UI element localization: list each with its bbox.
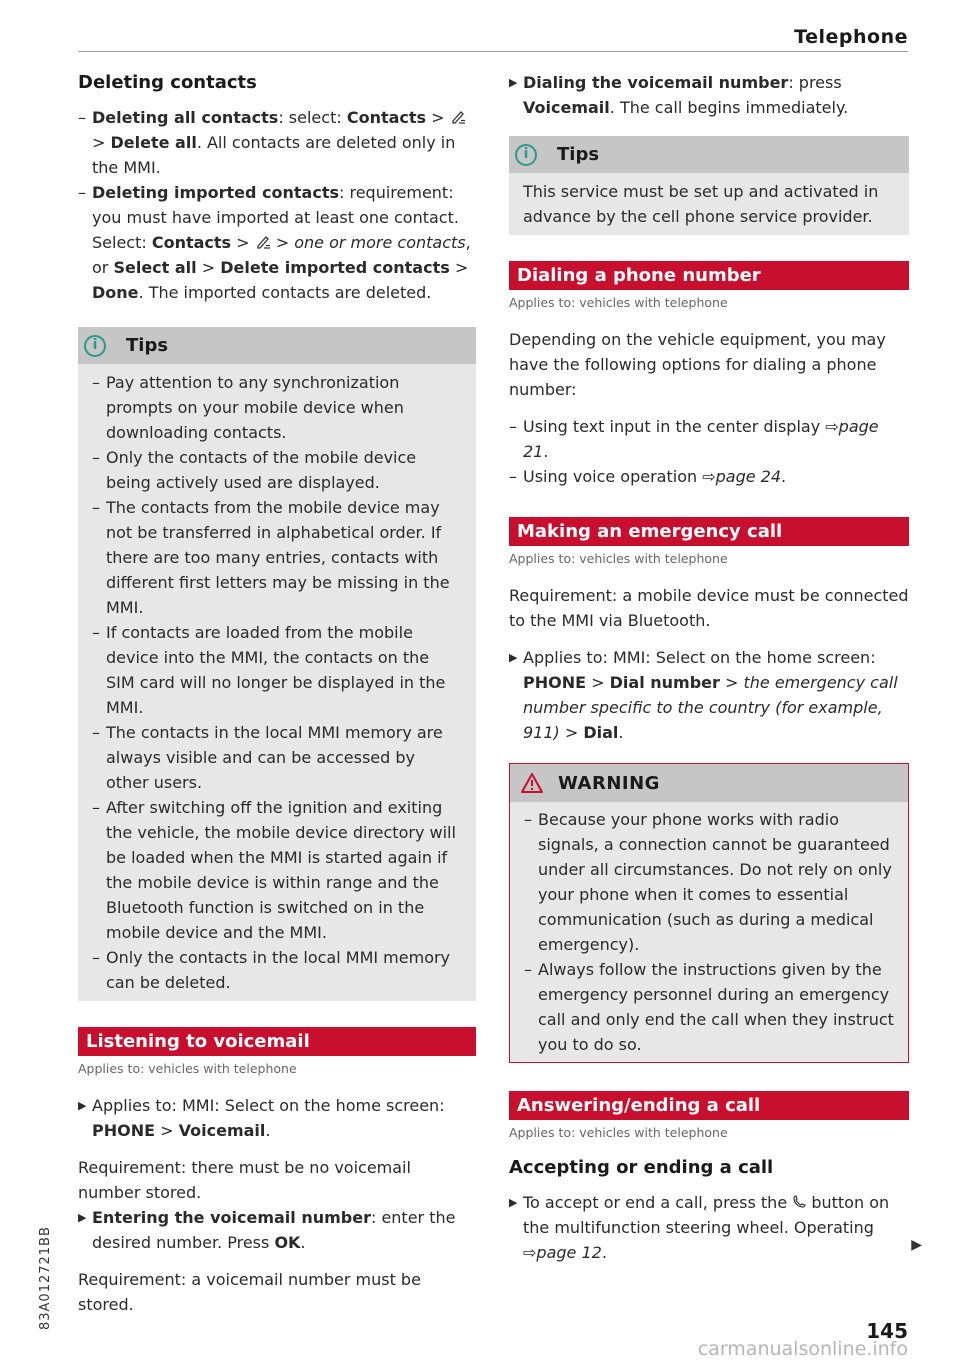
requirement-text: Requirement: there must be no voicemail number stored. (78, 1158, 411, 1202)
applies-to-note: Applies to: vehicles with telephone (509, 1125, 728, 1140)
tips-box-voicemail (509, 136, 909, 235)
document-code: 83A012721BB (38, 1226, 53, 1330)
step-enter-voicemail-number: ▶ Entering the voicemail number: enter the desired number. Press OK. (78, 1205, 476, 1255)
warning-box (509, 763, 909, 1063)
page-reference-link[interactable]: page 24 (715, 467, 782, 486)
requirement-text: Requirement: a mobile device must be connected to the MMI via Bluetooth. (509, 586, 909, 630)
info-icon: i (84, 335, 106, 357)
info-icon: i (515, 144, 537, 166)
tip-item: – Only the contacts in the local MMI memory can be deleted. (92, 948, 451, 992)
warning-item: – Because your phone works with radio signals, a connection cannot be guaranteed under all circumstances. Do not rely on only your phone when it comes to essential communication (such as during a medical emergency). (524, 810, 892, 954)
list-item-delete-imported: – Deleting imported contacts: requirement: you must have imported at least one contact. Select: Contacts > > one or more contacts, or Select all > Delete imported contacts > Done. The imported contacts are deleted. (78, 180, 476, 305)
section-title-dialing: Dialing a phone number (509, 261, 909, 290)
right-column (509, 70, 909, 1265)
tips-header (78, 327, 476, 364)
list-item-delete-all: – Deleting all contacts: select: Contacts > > Delete all. All contacts are deleted only in the MMI. (78, 105, 476, 180)
step-emergency-call: ▶ Applies to: MMI: Select on the home screen: PHONE > Dial number > the emergency call number specific to the country (for example, 911) > Dial. (509, 645, 909, 745)
dialing-option-text-input: – Using text input in the center display ⇨page 21. (509, 417, 879, 461)
step-arrow-icon: ▶ (509, 651, 518, 664)
warning-item: – Always follow the instructions given by the emergency personnel during an emergency call and only end the call when they instruct you to do so. (524, 960, 894, 1054)
tips-box-contacts (78, 327, 476, 1001)
section-title: Telephone (794, 26, 908, 48)
page-reference-link[interactable]: page 21 (523, 417, 879, 461)
section-title-voicemail: Listening to voicemail (78, 1027, 476, 1056)
step-voicemail-select: ▶ Applies to: MMI: Select on the home screen: PHONE > Voicemail. (78, 1093, 476, 1143)
step-arrow-icon: ▶ (78, 1211, 87, 1224)
heading-deleting-contacts: Deleting contacts (78, 72, 257, 93)
edit-list-icon (450, 109, 466, 125)
warning-header (510, 764, 908, 802)
applies-to-note: Applies to: vehicles with telephone (509, 551, 728, 566)
warning-title: WARNING (558, 772, 660, 794)
section-title-answering: Answering/ending a call (509, 1091, 909, 1120)
step-arrow-icon: ▶ (509, 1196, 518, 1209)
warning-triangle-icon (520, 772, 544, 794)
edit-list-icon (255, 234, 271, 250)
page-ref-arrow-icon: ⇨ (825, 417, 839, 436)
continue-arrow-icon: ▶ (911, 1237, 922, 1253)
tip-item: – After switching off the ignition and exiting the vehicle, the mobile device directory will be loaded when the MMI is started again if the mobile device is within range and the Bluetooth function is switched on in the mobile device and the MMI. (92, 798, 456, 942)
dialing-intro: Depending on the vehicle equipment, you may have the following options for dialing a phone number: (509, 330, 886, 399)
phone-handset-icon (792, 1195, 806, 1209)
item-label: Deleting imported contacts (92, 183, 339, 202)
page-reference-link[interactable]: page 12 (536, 1243, 602, 1262)
page-ref-arrow-icon: ⇨ (523, 1243, 537, 1262)
heading-accepting-ending: Accepting or ending a call (509, 1157, 774, 1178)
tip-item: – The contacts in the local MMI memory are always visible and can be accessed by other users. (92, 723, 443, 792)
tip-item: – The contacts from the mobile device may not be transferred in alphabetical order. If there are too many entries, contacts with different first letters may be missing in the MMI. (92, 498, 450, 617)
applies-to-note: Applies to: vehicles with telephone (509, 295, 728, 310)
tips-title: Tips (126, 335, 169, 356)
warning-body (510, 802, 908, 1062)
step-arrow-icon: ▶ (509, 76, 518, 89)
dash-bullet: – (78, 108, 86, 127)
tip-item: – If contacts are loaded from the mobile device into the MMI, the contacts on the SIM card will no longer be displayed in the MMI. (92, 623, 446, 717)
tips-body: This service must be set up and activated in advance by the cell phone service provider. (523, 182, 879, 226)
dialing-option-voice: – Using voice operation ⇨page 24. (509, 467, 787, 486)
applies-to-note: Applies to: vehicles with telephone (78, 1061, 297, 1076)
section-title-emergency: Making an emergency call (509, 517, 909, 546)
header-rule (78, 51, 908, 52)
tips-body (78, 364, 476, 1001)
item-label: Deleting all contacts (92, 108, 279, 127)
tip-item: – Only the contacts of the mobile device being actively used are displayed. (92, 448, 417, 492)
watermark: carmanualsonline.info (697, 1338, 908, 1360)
dash-bullet: – (78, 183, 86, 202)
tips-title: Tips (557, 144, 600, 165)
tips-header (509, 136, 909, 173)
page-ref-arrow-icon: ⇨ (702, 467, 716, 486)
requirement-text: Requirement: a voicemail number must be stored. (78, 1270, 421, 1314)
step-arrow-icon: ▶ (78, 1099, 87, 1112)
step-accept-end-call: ▶ To accept or end a call, press the button on the multifunction steering wheel. Operating ⇨page 12. (509, 1190, 909, 1265)
page-number: 145 (866, 1319, 908, 1343)
menu-ref-delete-all: Delete all (110, 133, 197, 152)
tip-item: – Pay attention to any synchronization prompts on your mobile device when downloading contacts. (92, 373, 404, 442)
left-column (78, 70, 476, 1317)
step-dial-voicemail: ▶ Dialing the voicemail number: press Voicemail. The call begins immediately. (509, 70, 909, 120)
menu-ref-contacts: Contacts (346, 108, 427, 127)
